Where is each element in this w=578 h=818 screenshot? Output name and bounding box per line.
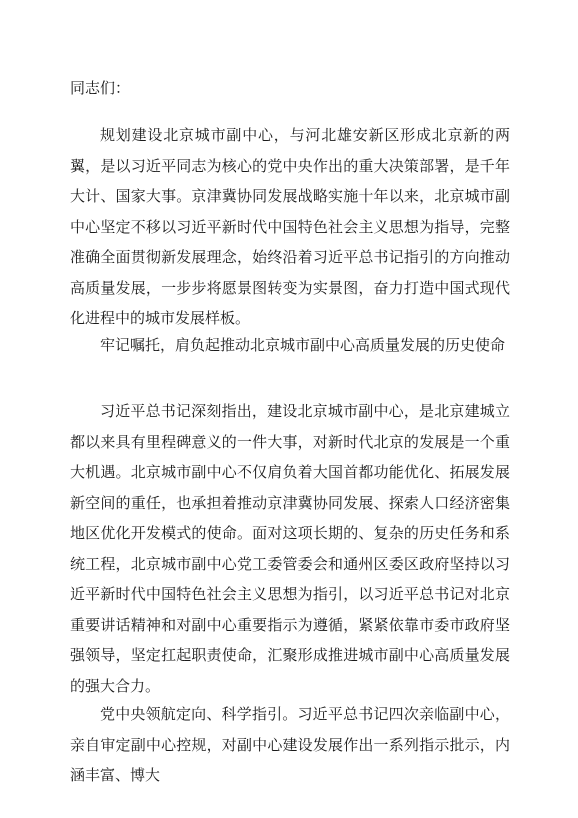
greeting-line: 同志们：: [70, 79, 131, 97]
paragraph-intro: 规划建设北京城市副中心，与河北雄安新区形成北京新的两翼，是以习近平同志为核心的党中央作出的重大决策部署，是千年大计、国家大事。京津冀协同发展战略实施十年以来，北京城市副中心坚定不移以习近平新时代中国特色社会主义思想为指导，完整准确全面贯彻新发展理念，始终沿着习近平总书记指引的方向推动高质量发展，一步步将愿景图转变为实景图，奋力打造中国式现代化进程中的城市发展样板。: [70, 126, 510, 327]
paragraph-mission: 习近平总书记深刻指出，建设北京城市副中心，是北京建城立都以来具有里程碑意义的一件大事，对新时代北京的发展是一个重大机遇。北京城市副中心不仅肩负着大国首都功能优化、拓展发展新空间的重任，也承担着推动京津冀协同发展、探索人口经济密集地区优化开发模式的使命。面对这项长期的、复杂的历史任务和系统工程，北京城市副中心党工委管委会和通州区委区政府坚持以习近平新时代中国特色社会主义思想为指引，以习近平总书记对北京重要讲话精神和对副中心重要指示为遵循，紧紧依靠市委市政府坚强领导，坚定扛起职责使命，汇聚形成推进城市副中心高质量发展的强大合力。: [70, 402, 510, 695]
paragraph-guidance: 党中央领航定向、科学指引。习近平总书记四次亲临副中心，亲自审定副中心控规，对副中心建设发展作出一系列指示批示，内涵丰富、博大: [70, 705, 510, 784]
section-heading: 牢记嘱托，肩负起推动北京城市副中心高质量发展的历史使命: [100, 336, 506, 354]
